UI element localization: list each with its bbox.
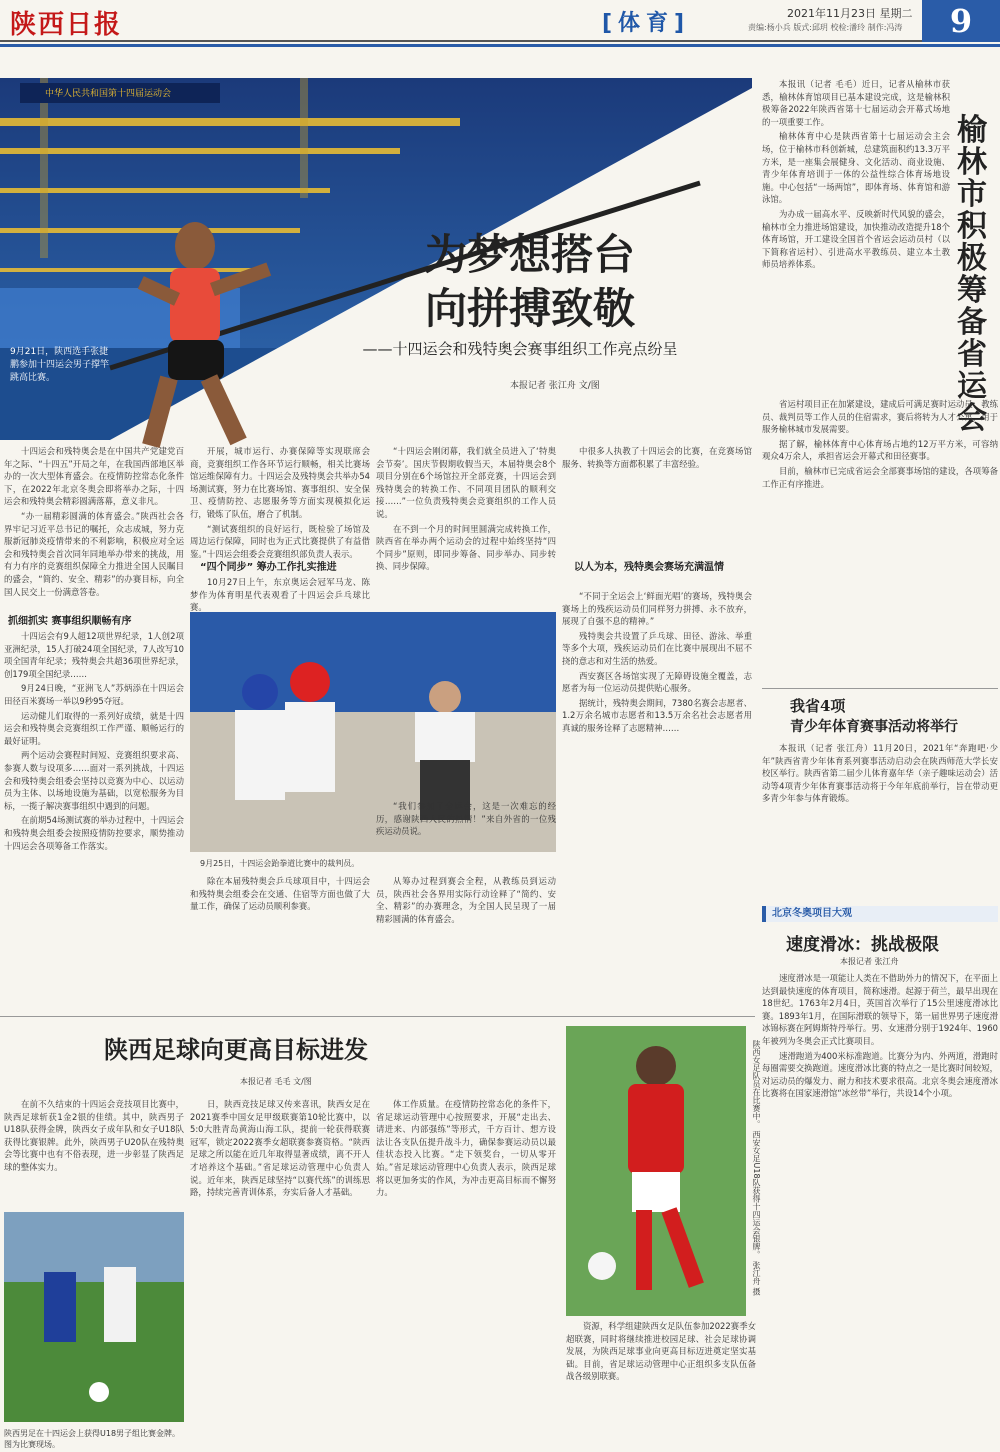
article-paragraph: 除在本届残特奥会乒乓球项目中，十四运会和残特奥会组委会在交通、住宿等方面也做了大量工作，确保了运动员顺利参赛。 <box>190 876 370 912</box>
article-col-2b <box>190 576 370 613</box>
article-col-2 <box>190 445 370 565</box>
article-col-4b <box>562 590 752 1010</box>
divider <box>762 688 998 689</box>
sidebar-paragraph: 据了解，榆林体育中心体育场占地约12万平方米，可容纳观众4万余人，承担省运会开幕式和田径赛事。 <box>762 438 998 462</box>
taekwondo-caption: 9月25日，十四运会跆拳道比赛中的裁判员。 <box>200 859 360 868</box>
hero-caption: 9月21日，陕西选手张捷鹏参加十四运会男子撑竿跳高比赛。 <box>10 347 110 383</box>
sidebar-paragraph: 目前，榆林市已完成省运会全部赛事场馆的建设，各项筹备工作正有序推进。 <box>762 465 998 489</box>
football-title: 陕西足球向更高目标进发 <box>104 1035 368 1064</box>
football-photo-left <box>4 1212 184 1422</box>
editor-credits: 责编:杨小兵 版式:邱玥 校检:潘玲 制作:冯涛 <box>748 23 903 32</box>
page-number: 9 <box>922 0 1000 42</box>
youth-title: 我省4项 <box>790 697 846 715</box>
football-col-3 <box>376 1098 556 1448</box>
article-subhead-1: 抓细抓实 赛事组织顺畅有序 <box>8 616 132 627</box>
sidebar-paragraph: 榆林体育中心是陕西省第十七届运动会主会场，位于榆林市科创新城，总建筑面积约13.3万平方米，是一座集会展健身、文化活动、商业设施、青少年体育培训于一体的公益性综合体育场地设施。中心包括“一场两馆”，即体育场、体育馆和游泳馆。 <box>762 131 950 205</box>
skating-body <box>762 972 998 1450</box>
issue-date: 2021年11月23日 星期二 <box>787 7 913 20</box>
football-col-1 <box>4 1098 184 1208</box>
football-caption-left: 陕西男足在十四运会上获得U18男子组比赛金牌。 图为比赛现场。 <box>4 1429 181 1449</box>
article-paragraph: 残特奥会共设置了乒乓球、田径、游泳、举重等多个大项，残疾运动员们在比赛中展现出不屈不挠的意志和对生活的热爱。 <box>562 630 752 666</box>
article-paragraph: 10月27日上午，东京奥运会冠军马龙、陈梦作为体育明星代表观看了十四运会乒乓球比赛。 <box>190 577 370 613</box>
article-paragraph: 开展，城市运行、办赛保障等实现联席会商，竞赛组织工作各环节运行顺畅，相关比赛场馆运维保障有力。十四运会及残特奥会共举办54场测试赛，努力在比赛场馆、赛事组织、安全保卫、疫情防控、志愿服务等方面实现模拟化运行，锻炼了队伍，磨合了机制。 <box>190 446 370 519</box>
football-paragraph: 资源，科学组建陕西女足队伍参加2022赛季女超联赛，同时将继续推进校园足球、社会足球协调发展，为陕西足球事业向更高目标迈进奠定坚实基础。目前，省足球运动管理中心正组织多支队伍备战各级别联赛。 <box>566 1321 756 1382</box>
article-paragraph: 两个运动会赛程时间短、竞赛组织要求高、参赛人数与设项多……面对一系列挑战，十四运会和残特奥会组委会坚持以竞赛为中心、以运动员为主体、以场地设施为基础，以宽松服务为目标，一揽子解决赛事组织中遇到的问题。 <box>4 750 184 811</box>
winter-olympics-tag: 北京冬奥项目大观 <box>762 906 998 922</box>
sidebar-paragraph: 为办成一届高水平、反映新时代风貌的盛会，榆林市全力推进场馆建设，加快推动改造提升18个体育场馆，开工建设全国首个省运会运动员村（以下简称省运村）、引进高水平教练员、建立本土教师员培养体系。 <box>762 208 950 270</box>
article-paragraph: 十四运会有9人超12项世界纪录，1人创2项亚洲纪录，15人打破24项全国纪录，7人改写10项全国青年纪录；残特奥会共超36项世界纪录，创179项全国纪录…… <box>4 631 184 679</box>
article-paragraph: 在前期54场测试赛的举办过程中，十四运会和残特奥会组委会按照疫情防控要求，顺势推动十四运会各项筹备工作落实。 <box>4 815 184 851</box>
sidebar-title: 榆林市积极筹备省运会 <box>957 113 987 436</box>
football-paragraph: 体工作质量。在疫情防控常态化的条件下，省足球运动管理中心按照要求，开展“走出去、请进来、内部强练”等形式，千方百计、想方设法让各支队伍提升战斗力，确保参赛运动员以最佳状态投入比赛。“走下领奖台，一切从零开始。”省足球运动管理中心负责人表示，陕西足球将以更加务实的作风，为冲击更高目标而不懈努力。 <box>376 1099 556 1198</box>
skating-paragraph: 速度滑冰是一项能让人类在不借助外力的情况下，在平面上达到最快速度的体育项目，简称速滑。起源于荷兰，最早出现在18世纪。1763年2月4日，英国首次举行了15公里速度滑冰比赛。1893年1月，在国际滑联的领导下，第一届世界男子速度滑冰锦标赛在阿姆斯特丹举行。男、女速滑分别于1924年、1960年被列为冬奥会正式比赛项目。 <box>762 973 999 1046</box>
sidebar-paragraph: 省运村项目正在加紧建设，建成后可满足赛时运动员、教练员、裁判员等工作人员的住宿需求，赛后将转为人才公寓，用于服务榆林城市发展需要。 <box>762 399 998 435</box>
sidebar-body-cont <box>762 398 998 668</box>
article-col-1b <box>4 630 184 1015</box>
article-paragraph: “不同于全运会上‘鲜面光唱’的赛场，残特奥会赛场上的残疾运动员们同样努力拼搏、永不放弃，展现了自强不息的精神。” <box>562 591 752 627</box>
headline-line-2: 向拼搏致敬 <box>424 284 635 333</box>
youth-paragraph: 本报讯（记者 张江舟）11月20日，2021年“奔跑吧·少年”陕西省青少年体育系列赛事活动启动会在陕西师范大学长安校区举行。陕西省第二届少儿体育嘉年华（亲子趣味运动会）活动等4项青少年体育赛事活动将于今年年底前举行，旨在带动更多青少年参与体育锻炼。 <box>762 743 998 804</box>
sidebar-body <box>762 78 950 398</box>
article-col-1 <box>4 445 184 605</box>
article-col-4 <box>562 445 752 485</box>
article-paragraph: 9月24日晚，“亚洲飞人”苏炳添在十四运会田径百米赛场一举以9秒95夺冠。 <box>4 683 184 706</box>
hero-photo <box>0 78 752 440</box>
section-label: [体育] <box>602 11 691 36</box>
article-col-5 <box>190 875 370 1010</box>
article-subhead-2: “四个同步” 筹办工作扎实推进 <box>200 562 337 573</box>
hero-headline <box>330 228 730 336</box>
article-paragraph: 从筹办过程到赛会全程，从教练员到运动员，陕西社会各界用实际行动诠释了“简约、安全、精彩”的办赛理念，为全国人民呈现了一届精彩圆满的体育盛会。 <box>376 876 556 924</box>
youth-body <box>762 742 998 902</box>
female-player-illustration <box>566 1026 746 1316</box>
article-paragraph: “我们参加了全运会，这是一次难忘的经历，感谢陕西人民的热情！”来自外省的一位残疾运动员说。 <box>376 801 556 837</box>
article-paragraph: 中很多人执教了十四运会的比赛，在竞赛场馆服务、转换等方面都积累了丰富经验。 <box>562 446 752 469</box>
football-paragraph: 在前不久结束的十四运会竞技项目比赛中，陕西足球斩获1金2银的佳绩。其中，陕西男子U18队获得金牌，陕西女子成年队和女子U18队获得比赛银牌。此外，陕西男子U20队在残特奥会等比赛中也有不俗表现，进一步彰显了陕西足球的整体实力。 <box>4 1099 184 1172</box>
article-paragraph: 据统计，残特奥会期间，7380名赛会志愿者、1.2万余名城市志愿者和13.5万余名社会志愿者用真诚的服务诠释了志愿精神…… <box>562 697 752 733</box>
football-col-2 <box>190 1098 370 1448</box>
youth-title-2: 青少年体育赛事活动将举行 <box>790 719 958 735</box>
article-paragraph: 十四运会和残特奥会是在中国共产党建党百年之际、“十四五”开局之年，在我国西部地区举办的一次大型体育盛会。在疫情防控常态化条件下，在2022年北京冬奥会即将举办之际，十四运会和残特奥会精彩圆满落幕，意义非凡。 <box>4 446 184 507</box>
article-paragraph: 西安赛区各场馆实现了无障碍设施全覆盖，志愿者为每一位运动员提供贴心服务。 <box>562 670 752 694</box>
stadium-banner: 中华人民共和国第十四届运动会 <box>45 89 172 99</box>
article-col-3 <box>376 445 556 595</box>
headline-line-1: 为梦想搭台 <box>424 230 635 279</box>
article-paragraph: “办一届精彩圆满的体育盛会。”陕西社会各界牢记习近平总书记的嘱托，众志成城，努力克服新冠肺炎疫情带来的不利影响，积极应对全运会和残特奥会首次同年同地举办带来的挑战，用有力有序的竞赛组织保障全力推进全国人民瞩目的盛会，“简约、安全、精彩”的办赛目标，向全国人民交上一份满意答卷。 <box>4 510 184 597</box>
skating-byline: 本报记者 张江舟 <box>840 957 899 966</box>
article-paragraph: 运动健儿们取得的一系列好成绩，就是十四运会和残特奥会竞赛组织工作严谨、顺畅运行的最好证明。 <box>4 710 184 746</box>
masthead <box>0 0 1000 42</box>
article-paragraph: 在不到一个月的时间里圆满完成转换工作，陕西省在举办两个运动会的过程中始终坚持“四个同步”原则，即同步筹备、同步举办、同步转换、同步保障。 <box>376 523 556 572</box>
football-paragraph: 日，陕西竞技足球又传来喜讯，陕西女足在2021赛季中国女足甲级联赛第10轮比赛中，以5:0大胜青岛黄海山海工队，提前一轮获得联赛冠军，锁定2022赛季女超联赛参赛资格。“陕西足球之所以能在近几年取得显著成绩，离不开人才培养这个基础。”省足球运动管理中心负责人说。近年来，陕西足球坚持“以赛代练”的训练思路，持续完善青训体系，夯实后备人才基础。 <box>190 1099 370 1198</box>
section-divider <box>0 1016 755 1017</box>
article-col-7 <box>376 800 556 860</box>
sidebar-paragraph: 本报讯（记者 毛毛）近日，记者从榆林市获悉，榆林体育馆项目已基本建设完成，这是榆林积极筹备2022年陕西省第十七届运动会开幕式场地的一项重要工作。 <box>762 79 950 127</box>
football-photo-right <box>566 1026 746 1316</box>
masthead-rule <box>0 44 1000 47</box>
skating-title: 速度滑冰：挑战极限 <box>786 935 939 955</box>
skating-paragraph: 速滑跑道为400米标准跑道。比赛分为内、外两道，滑跑时每圈需要交换跑道。速度滑冰比赛的特点之一是比赛时间较短，对运动员的爆发力、耐力和技术要求很高。北京冬奥会速度滑冰比赛将在国家速滑馆“冰丝带”举行，共设14个小项。 <box>762 1050 998 1099</box>
article-paragraph: “十四运会刚闭幕，我们就全员进入了‘特奥会节奏’。国庆节假期收假当天，本届特奥会8个项目分别在6个场馆拉开全部竞赛，十四运会到残特奥会的转换工作、不同项目团队的顺利交接……”一位负责残特奥会竞赛组织的工作人员说。 <box>376 446 556 519</box>
article-col-6 <box>376 875 556 1010</box>
football-caption-right: 陕西女足队员在比赛中。 西安女足U18队获得十四运会银牌。 张江舟 摄 <box>752 1040 761 1296</box>
football-col-4 <box>566 1320 756 1450</box>
hero-subtitle: ——十四运会和残特奥会赛事组织工作亮点纷呈 <box>362 340 678 358</box>
football-byline: 本报记者 毛毛 文/图 <box>240 1077 312 1086</box>
article-subhead-3: 以人为本，残特奥会赛场充满温情 <box>574 562 724 573</box>
hero-byline: 本报记者 张江舟 文/图 <box>510 381 600 391</box>
newspaper-logo: 陕西日报 <box>10 10 123 40</box>
article-paragraph: “测试赛组织的良好运行，既检验了场馆及周边运行保障，同时也为正式比赛提供了有益借鉴。”十四运会组委会竞赛组织部负责人表示。 <box>190 523 370 559</box>
football-players-illustration <box>4 1212 184 1422</box>
